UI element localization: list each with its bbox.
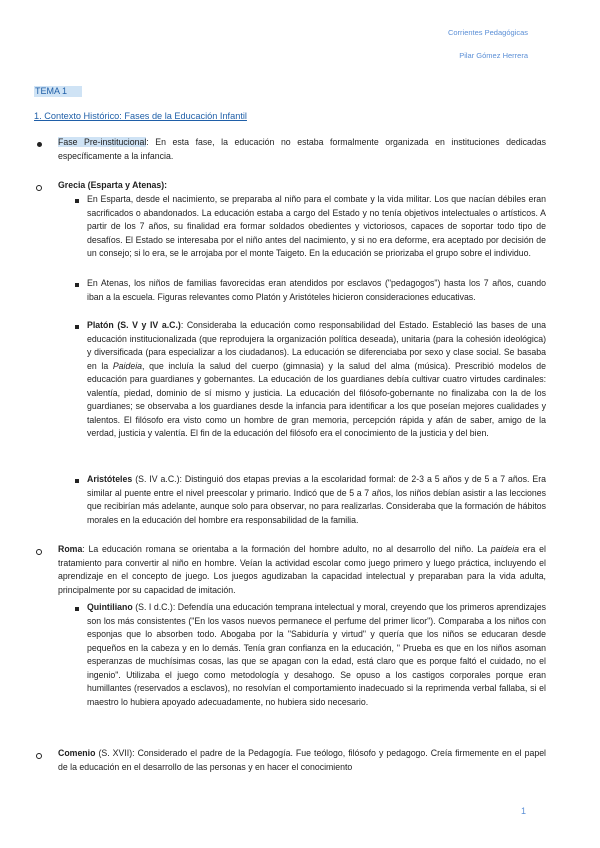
header-course: Corrientes Pedagógicas [447,28,528,37]
roma-label: Roma [58,544,83,554]
tema-heading: TEMA 1 [34,86,82,97]
comenio-paragraph [58,747,546,774]
fase-label: Fase Pre-institucional [58,137,147,147]
comenio-text: (S. XVII): Considerado el padre de la Pedagogía. Fue teólogo, filósofo y pedagogo. Creía firmemente en el papel de la educación en el desarrollo de las personas y en hacer el conocimiento [58,748,546,772]
quintiliano-paragraph [87,601,546,709]
quintiliano-text: (S. I d.C.): Defendía una educación temprana intelectual y moral, creyendo que los primeros aprendizajes son los más consistentes ("En los vasos nuevos permanece el perfume del primer licor"). Comparaba a los niños con esponjas que lo absorben todo. Abogaba por la "Sabiduría y virtud" y quería que los niños se educaran desde pequeños en la cabeza y en lo demás. Tenía gran confianza en la educación, " Prueba es que en los niños asoman esperanzas de muchísimas cosas, las que se apagan con la edad, está claro que es porque faltó el cuidado, no el ingenio". Utilizaba el juego como metodología y desahogo. Se opuso a los castigos corporales porque eran humillantes (reservados a esclavos), no resolvían el comportamiento inadecuado si la reprimenda verbal fallaba, si el maestro lo hubiera apoyado adecuadamente, no hubiera sido necesario. [87,602,546,707]
roma-paragraph [58,543,546,597]
bullet-circle [36,549,42,555]
platon-paideia: Paideia [112,360,143,371]
grecia-heading-text: Grecia (Esparta y Atenas): [58,180,168,190]
bullet-square [75,283,79,287]
bullet-circle [36,185,42,191]
esparta-paragraph: En Esparta, desde el nacimiento, se preparaba al niño para el combate y la vida militar. Los que nacían débiles eran sacrificados o abandonados. La educación estaba a cargo del Estado y no tenía objetivos intelectuales o artísticos. A partir de los 7 años, su finalidad era formar soldados obedientes y victoriosos, capaces de soportar todo tipo de desafíos. El Estado se interesaba por el niño antes del nacimiento, y si no era deforme, era aceptado por decisión de un consejo; si lo era, se le arrojaba por el monte Taigeto. En la educación se priorizaba el grupo sobre el individuo. [87,194,546,258]
bullet-square [75,199,79,203]
platon-text-b: , que incluía la salud del cuerpo (gimnasia) y la salud del alma (música). Prescribió modelos de educación para guardianes y gobernantes. La educación de los guardianes debía cultivar cuatro virtudes cardinales: valentía, piedad, dominio de sí mismo y justicia. La educación del filósofo-gobernante no finalizaba con la de los guardianes; se observaba a los guardianes desde la infancia para identificar a los que poseían mejores cualidades y talentos. El filósofo era visto como un hombre de gran memoria, percepción rápida y afán de saber, amigo de la verdad, justicia y valentía. El fin de la educación del filósofo era el conocimiento de la justicia y del bien. [87,360,546,438]
aristoteles-paragraph [87,473,546,527]
atenas-paragraph: En Atenas, los niños de familias favorecidas eran atendidos por esclavos ("pedagogos") hasta los 7 años, cuando iban a la escuela. Figuras relevantes como Platón y Aristóteles hicieron consideraciones educativas. [87,278,546,302]
bullet-square [75,325,79,329]
platon-text-a: : Consideraba la educación como responsabilidad del Estado. Estableció las bases de una educación institucionalizada (que reprodujera la organización política deseada), unitaria (para la cohesión ideológica) y diversificada (para especializar a los ciudadanos). La educación se diferenciaba por sexo y clase social. Se basaba en la [87,320,546,371]
platon-label: Platón (S. V y IV a.C.) [87,320,181,330]
bullet-square [75,479,79,483]
platon-paragraph [87,319,546,441]
section-title: 1. Contexto Histórico: Fases de la Educación Infantil [34,111,247,121]
bullet-circle [36,753,42,759]
roma-text-b: era el tratamiento para convertir al niño en hombre. Veían la actividad escolar como juego primero y luego práctica, incluyendo el aprendizaje en el concepto de juego. Los juegos agudizaban la capacidad intelectual y preparaban para la vida adulta, principalmente por su capacidad de imitación. [58,544,546,595]
roma-paideia: paideia [490,544,519,554]
roma-text-a: : La educación romana se orientaba a la formación del hombre adulto, no al desarrollo del niño. La [82,544,491,554]
bullet-dot [37,142,42,147]
fase-paragraph [58,136,546,163]
page-number: 1 [520,806,526,816]
fase-text: : En esta fase, la educación no estaba formalmente organizada en instituciones dedicadas específicamente a la infancia. [58,137,546,161]
aristoteles-label: Aristóteles [87,474,133,484]
quintiliano-label: Quintiliano [87,602,133,612]
header-author: Pilar Gómez Herrera [459,51,528,60]
bullet-square [75,607,79,611]
grecia-heading [58,179,546,193]
comenio-label: Comenio [58,748,96,758]
aristoteles-text: (S. IV a.C.): Distinguió dos etapas previas a la escolaridad formal: de 2-3 a 5 años y de 5 a 7 años. Era similar al puente entre el nivel preescolar y primario. Indicó que de 5 a 7 años, los niños debían asistir a las lecciones que recibirían más adelante, aunque solo para observar, no para realizarlas. Consideraba que la formación de hábitos morales en la educación del hombre era responsabilidad de la familia. [87,474,546,525]
